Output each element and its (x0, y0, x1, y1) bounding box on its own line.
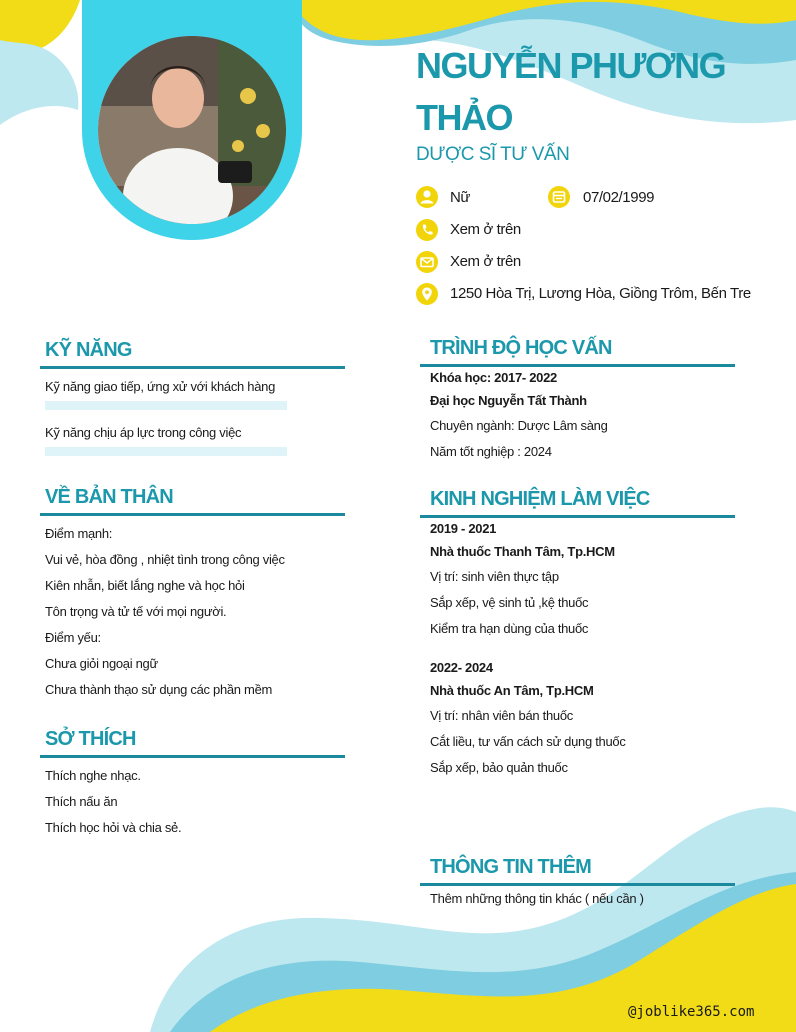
user-icon (416, 186, 438, 208)
job-detail: Kiểm tra hạn dùng của thuốc (430, 621, 589, 636)
about-line: Vui vẻ, hòa đồng , nhiệt tình trong công việc (45, 552, 285, 567)
additional-title: THÔNG TIN THÊM (430, 856, 592, 878)
about-line: Chưa giỏi ngoại ngữ (45, 656, 158, 671)
education-period: Khóa học: 2017- 2022 (430, 370, 557, 385)
job-company: Nhà thuốc Thanh Tâm, Tp.HCM (430, 544, 615, 559)
about-line: Chưa thành thạo sử dụng các phần mềm (45, 682, 273, 697)
job-detail: Cắt liều, tư vấn cách sử dụng thuốc (430, 734, 626, 749)
skills-divider (40, 366, 345, 369)
education-major: Chuyên ngành: Dược Lâm sàng (430, 418, 608, 433)
job-detail: Vị trí: nhân viên bán thuốc (430, 708, 573, 723)
skill-item: Kỹ năng chịu áp lực trong công việc (45, 425, 242, 440)
profile-photo (98, 36, 286, 224)
experience-title: KINH NGHIỆM LÀM VIỆC (430, 488, 650, 510)
hobby-line: Thích nấu ăn (45, 794, 118, 809)
hobby-line: Thích học hỏi và chia sẻ. (45, 820, 182, 835)
about-divider (40, 513, 345, 516)
job-detail: Sắp xếp, vệ sinh tủ ,kệ thuốc (430, 595, 589, 610)
hobbies-title: SỞ THÍCH (45, 728, 136, 750)
about-line: Tôn trọng và tử tế với mọi người. (45, 604, 227, 619)
experience-divider (420, 515, 735, 518)
phone-icon (416, 219, 438, 241)
education-title: TRÌNH ĐỘ HỌC VẤN (430, 337, 612, 359)
skill-bar (45, 447, 287, 456)
job-company: Nhà thuốc An Tâm, Tp.HCM (430, 683, 594, 698)
skill-bar (45, 401, 287, 410)
gender-value: Nữ (450, 189, 471, 206)
hobbies-divider (40, 755, 345, 758)
watermark: @joblike365.com (628, 1004, 755, 1020)
location-pin-icon (416, 283, 438, 305)
job-detail: Sắp xếp, bảo quản thuốc (430, 760, 568, 775)
about-line: Điểm yếu: (45, 630, 101, 645)
wave-top-left-light (0, 40, 78, 125)
about-line: Điểm mạnh: (45, 526, 113, 541)
job-period: 2022- 2024 (430, 660, 493, 675)
email-value: Xem ở trên (450, 253, 521, 270)
hobby-line: Thích nghe nhạc. (45, 768, 141, 783)
education-divider (420, 364, 735, 367)
education-graduation: Năm tốt nghiệp : 2024 (430, 444, 552, 459)
birthdate-value: 07/02/1999 (583, 189, 655, 206)
job-detail: Vị trí: sinh viên thực tập (430, 569, 559, 584)
address-value: 1250 Hòa Trị, Lương Hòa, Giồng Trôm, Bến Tre (450, 285, 751, 302)
calendar-icon (548, 186, 570, 208)
full-name: NGUYỄN PHƯƠNG THẢO (416, 45, 726, 138)
mail-icon (416, 251, 438, 273)
education-school: Đại học Nguyễn Tất Thành (430, 393, 587, 408)
about-line: Kiên nhẫn, biết lắng nghe và học hỏi (45, 578, 245, 593)
skill-item: Kỹ năng giao tiếp, ứng xử với khách hàng (45, 379, 276, 394)
about-title: VỀ BẢN THÂN (45, 486, 173, 508)
job-title: DƯỢC SĨ TƯ VẤN (416, 144, 570, 165)
skills-title: KỸ NĂNG (45, 339, 132, 361)
additional-divider (420, 883, 735, 886)
job-period: 2019 - 2021 (430, 521, 497, 536)
phone-value: Xem ở trên (450, 221, 521, 238)
additional-text: Thêm những thông tin khác ( nếu cần ) (430, 891, 644, 906)
